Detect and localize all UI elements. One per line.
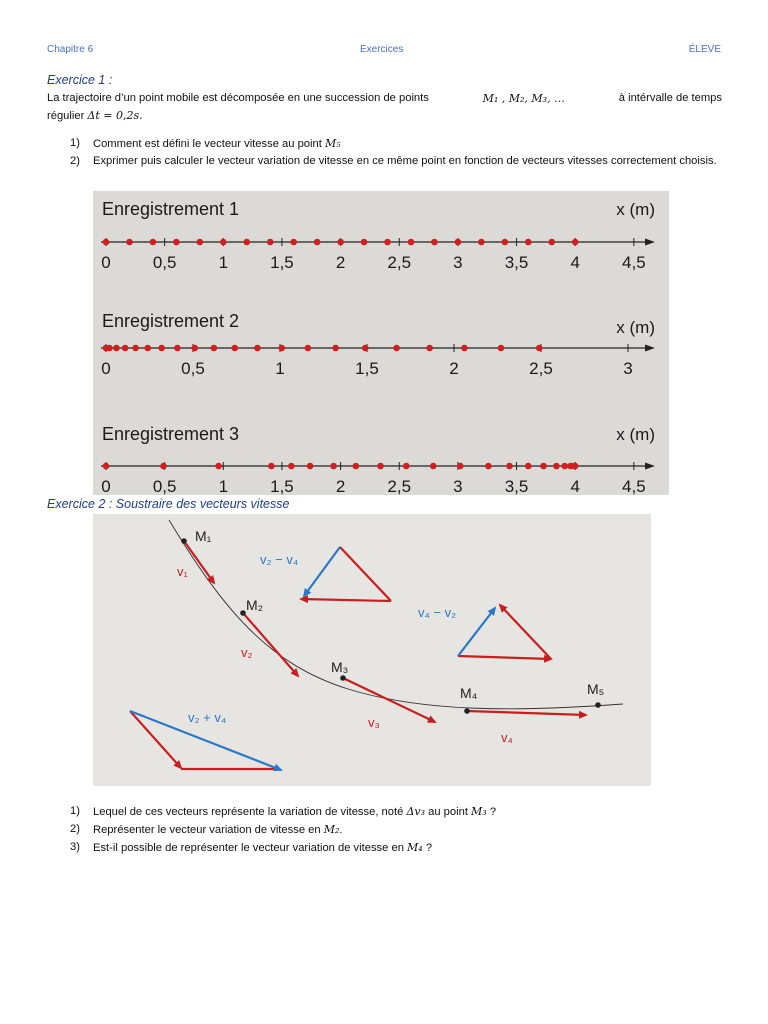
tick-label: 1	[218, 253, 229, 272]
question-number: 2)	[70, 155, 80, 167]
tick-label: 1	[218, 477, 229, 495]
position-point	[431, 239, 438, 246]
position-point	[330, 463, 337, 470]
tick-label: 0,5	[152, 253, 177, 272]
tick-label: 3,5	[504, 253, 529, 272]
label-m5: M₅	[587, 681, 605, 697]
exercise2-questions	[70, 803, 722, 857]
position-point	[362, 345, 369, 352]
position-point	[361, 239, 368, 246]
question-number: 3)	[70, 841, 80, 853]
intro-dt: Δt = 0,2s.	[87, 109, 143, 122]
question-number: 1)	[70, 805, 80, 817]
position-point	[353, 463, 360, 470]
tick-label: 1	[275, 359, 285, 378]
position-point	[572, 463, 579, 470]
position-point	[498, 345, 505, 352]
question-math-2: M₃	[471, 805, 487, 818]
position-point	[215, 463, 222, 470]
position-point	[536, 345, 543, 352]
position-point	[540, 463, 547, 470]
position-point	[377, 463, 384, 470]
photo-background	[93, 191, 669, 495]
position-point	[384, 239, 391, 246]
position-point	[426, 345, 433, 352]
tick-label: 3	[623, 359, 633, 378]
recordings-figure	[93, 191, 669, 495]
tick-label: 3	[453, 477, 463, 495]
position-point	[268, 463, 275, 470]
position-point	[220, 239, 227, 246]
point-m2	[240, 610, 246, 616]
position-point	[106, 345, 113, 352]
section-label: Exercices	[360, 44, 404, 55]
tick-label: 0	[101, 253, 111, 272]
question-item	[70, 153, 722, 170]
question-text: Exprimer puis calculer le vecteur variation de vitesse en ce même point en fonction de vecteurs vitesses correctement choisis.	[93, 155, 717, 167]
point-m5	[595, 702, 601, 708]
position-point	[144, 345, 151, 352]
label-m3: M₃	[331, 659, 349, 675]
label-v2: v₂	[241, 645, 253, 660]
position-point	[314, 239, 321, 246]
tick-label: 2	[335, 253, 346, 272]
position-point	[191, 345, 198, 352]
position-point	[525, 239, 532, 246]
label-v2-plus-v4: v₂ + v₄	[188, 710, 227, 725]
question-end: .	[339, 824, 343, 836]
position-point	[461, 345, 468, 352]
question-item	[70, 839, 722, 857]
position-point	[393, 345, 400, 352]
point-m4	[464, 708, 470, 714]
exercise1-questions	[70, 135, 722, 170]
position-point	[243, 239, 250, 246]
tick-label: 1,5	[270, 253, 294, 272]
recording-title: Enregistrement 1	[102, 199, 240, 219]
tick-label: 1,5	[355, 359, 379, 378]
question-end: ?	[425, 842, 433, 854]
exercise1-title: Exercice 1 :	[47, 73, 113, 87]
position-point	[502, 239, 509, 246]
position-point	[122, 345, 129, 352]
label-m1: M₁	[195, 528, 212, 544]
tick-label: 2	[449, 359, 459, 378]
position-point	[553, 463, 560, 470]
label-m4: M₄	[460, 685, 478, 701]
position-point	[173, 239, 180, 246]
recording-title: Enregistrement 3	[102, 424, 240, 444]
position-point	[174, 345, 181, 352]
recording-title: Enregistrement 2	[102, 311, 240, 331]
label-m2: M₂	[246, 597, 264, 613]
tick-label: 4	[570, 477, 580, 495]
question-math: M₅	[324, 137, 341, 150]
tick-label: 2,5	[387, 253, 412, 272]
position-point	[103, 463, 110, 470]
position-point	[403, 463, 410, 470]
question-text: Comment est défini le vecteur vitesse au point	[93, 138, 322, 150]
position-point	[160, 463, 167, 470]
position-point	[307, 463, 314, 470]
intro-text-c: régulier	[47, 110, 85, 122]
photo-background	[93, 514, 651, 786]
intro-points: M₁ , M₂, M₃, …	[482, 92, 566, 105]
tick-label: 3	[453, 253, 463, 272]
position-point	[457, 463, 464, 470]
position-point	[278, 345, 285, 352]
position-point	[408, 239, 415, 246]
position-point	[337, 239, 344, 246]
label-v4: v₄	[501, 730, 513, 745]
question-math: Δv₃	[406, 805, 426, 818]
axis-unit-label: x (m)	[616, 425, 655, 444]
tick-label: 2	[335, 477, 346, 495]
position-point	[290, 239, 297, 246]
position-point	[305, 345, 312, 352]
label-v2-minus-v4: v₂ − v₄	[260, 552, 299, 567]
position-point	[485, 463, 492, 470]
position-point	[288, 463, 295, 470]
tick-label: 0,5	[152, 477, 177, 495]
tick-label: 4,5	[622, 253, 646, 272]
point-m3	[340, 675, 346, 681]
tick-label: 0	[101, 359, 111, 378]
position-point	[430, 463, 437, 470]
question-number: 1)	[70, 137, 80, 149]
position-point	[113, 345, 120, 352]
chapter-label: Chapitre 6	[47, 44, 94, 55]
tick-label: 3,5	[504, 477, 529, 495]
audience-label: ÉLEVE	[688, 44, 721, 55]
position-point	[150, 239, 157, 246]
tick-label: 0,5	[181, 359, 205, 378]
position-point	[211, 345, 218, 352]
position-point	[478, 239, 485, 246]
position-point	[103, 239, 110, 246]
position-point	[126, 239, 133, 246]
tick-label: 1,5	[270, 477, 294, 495]
tick-label: 2,5	[529, 359, 553, 378]
position-point	[332, 345, 339, 352]
question-text: Représenter le vecteur variation de vitesse en	[93, 824, 321, 836]
exercise1-intro	[47, 90, 722, 125]
question-text: Est-il possible de représenter le vecteur variation de vitesse en	[93, 842, 404, 854]
question-text-2: au point	[428, 806, 468, 818]
question-item	[70, 821, 722, 839]
position-point	[506, 463, 513, 470]
intro-text-b: à intérvalle de temps	[618, 92, 722, 104]
question-text: Lequel de ces vecteurs représente la variation de vitesse, noté	[93, 806, 404, 818]
position-point	[158, 345, 165, 352]
point-m1	[181, 538, 187, 544]
position-point	[132, 345, 139, 352]
question-math: M₂	[323, 823, 340, 836]
label-v4-minus-v2: v₄ − v₂	[418, 605, 457, 620]
axis-unit-label: x (m)	[616, 318, 655, 337]
position-point	[548, 239, 555, 246]
position-point	[561, 463, 568, 470]
position-point	[231, 345, 238, 352]
question-number: 2)	[70, 823, 80, 835]
position-point	[254, 345, 261, 352]
exercise2-title: Exercice 2 : Soustraire des vecteurs vitesse	[47, 497, 290, 511]
question-end: ?	[489, 806, 497, 818]
label-v3: v₃	[368, 715, 380, 730]
question-math: M₄	[407, 841, 423, 854]
tick-label: 4	[570, 253, 580, 272]
tick-label: 2,5	[387, 477, 412, 495]
position-point	[455, 239, 462, 246]
question-item	[70, 803, 722, 821]
axis-unit-label: x (m)	[616, 200, 655, 219]
intro-text-a: La trajectoire d’un point mobile est décomposée en une succession de points	[47, 92, 429, 104]
position-point	[267, 239, 274, 246]
position-point	[197, 239, 204, 246]
question-item	[70, 135, 722, 153]
tick-label: 0	[101, 477, 111, 495]
position-point	[572, 239, 579, 246]
label-v1: v₁	[177, 564, 188, 579]
position-point	[525, 463, 532, 470]
vectors-figure	[93, 514, 651, 786]
tick-label: 4,5	[622, 477, 646, 495]
